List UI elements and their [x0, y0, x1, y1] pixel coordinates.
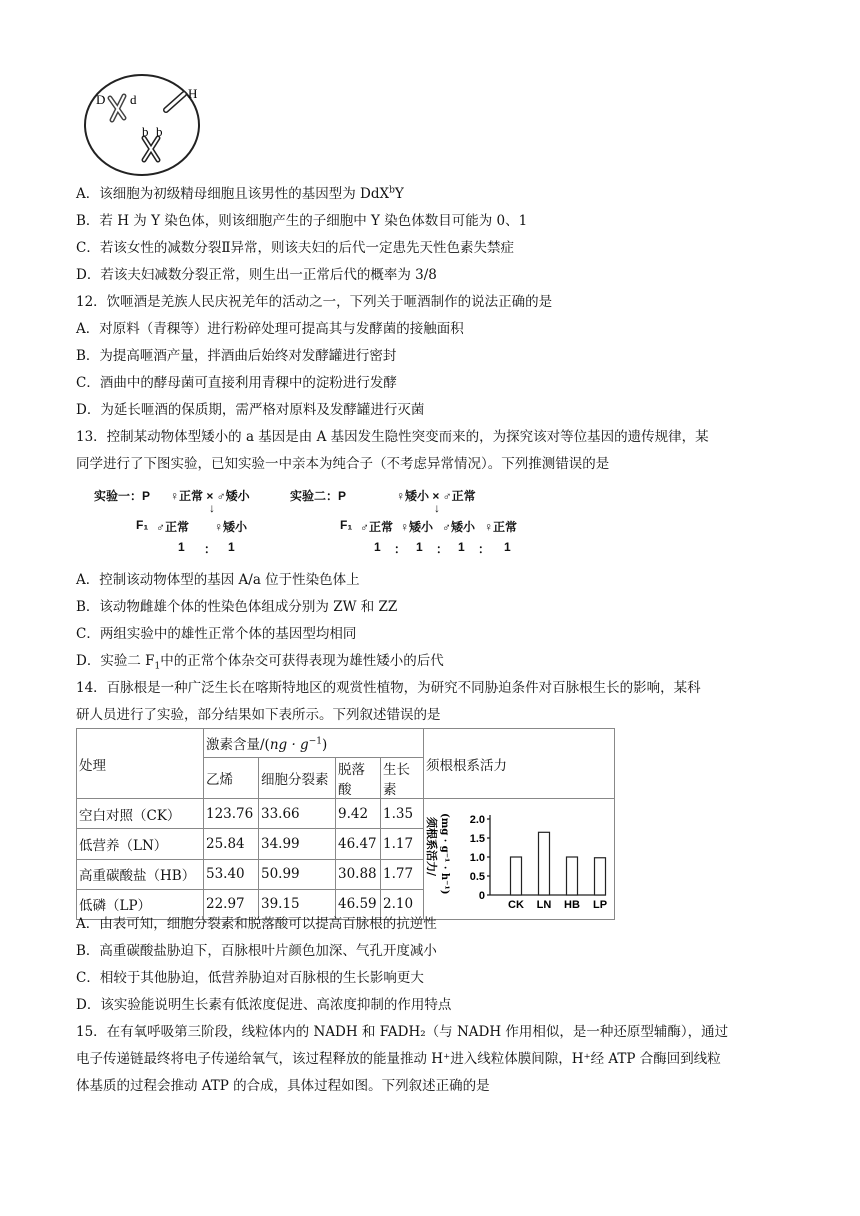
- chart-y-tick-label: 0: [478, 890, 485, 902]
- col-auxin: 生长素: [381, 758, 424, 799]
- q14-option-a: A．由表可知，细胞分裂素和脱落酸可以提高百脉根的抗逆性: [76, 916, 437, 932]
- chart-bar-hb: [567, 857, 578, 895]
- table-row: 空白对照（CK） 123.76 33.66 9.42 1.35 须根系活力/ (mg · g⁻¹ · h⁻¹) 0 0.5 1.0 1.5 2.0 CK LN HB LP: [77, 799, 615, 829]
- q13-option-c: C．两组实验中的雄性正常个体的基因型均相同: [76, 626, 357, 642]
- chart-y-tick-label: 1.5: [469, 833, 485, 845]
- col-treatment: 处理: [77, 729, 204, 799]
- q14-option-b: B．高重碳酸盐胁迫下，百脉根叶片颜色加深、气孔开度减小: [76, 943, 437, 959]
- exp1-title: 实验一：P: [94, 489, 151, 503]
- chart-bar-ln: [539, 832, 550, 895]
- q14-stem-line2: 研人员进行了实验，部分结果如下表所示。下列叙述错误的是: [76, 707, 441, 723]
- exp2-f1-female-dwarf: ♀矮小: [400, 520, 434, 534]
- q11-option-c: C．若该女性的减数分裂Ⅱ异常，则该夫妇的后代一定患先天性色素失禁症: [76, 240, 515, 256]
- q11-option-a: A．该细胞为初级精母细胞且该男性的基因型为 DdX$^b$Y: [76, 185, 404, 202]
- q11-option-b: B．若 H 为 Y 染色体，则该细胞产生的子细胞中 Y 染色体数目可能为 0、1: [76, 213, 528, 229]
- q12-option-b: B．为提高咂酒产量，拌酒曲后始终对发酵罐进行密封: [76, 348, 397, 364]
- exp2-ratio-1: 1: [374, 540, 381, 554]
- arrow-down-icon: ↓: [209, 501, 215, 515]
- col-vitality: 须根根系活力: [424, 729, 615, 799]
- exp2-title: 实验二：P: [290, 489, 347, 503]
- q13-option-b: B．该动物雌雄个体的性染色体组成分别为 ZW 和 ZZ: [76, 599, 398, 615]
- gene-label-b2: b: [156, 124, 163, 139]
- exp1-f1-male-normal: ♂正常: [156, 520, 190, 534]
- q12-option-c: C．酒曲中的酵母菌可直接利用青稞中的淀粉进行发酵: [76, 375, 397, 391]
- chart-x-tick-label: LP: [592, 899, 608, 911]
- exp2-ratio-colon1: ：: [394, 542, 407, 556]
- exp1-ratio-2: 1: [228, 540, 235, 554]
- chart-x-tick-label: LN: [536, 899, 552, 911]
- cell-diagram: [76, 68, 212, 180]
- table-row: 低磷（LP） 22.97 39.15 46.59 2.10: [77, 889, 615, 919]
- exp2-ratio-3: 1: [458, 540, 465, 554]
- q12-option-a: A．对原料（青稞等）进行粉碎处理可提高其与发酵菌的接触面积: [76, 321, 464, 337]
- experiment-2-figure: [290, 487, 540, 557]
- col-hormone: 激素含量$/(ng \cdot g^{-1})$: [204, 729, 424, 758]
- gene-label-d: d: [130, 92, 137, 107]
- chart-bar-lp: [595, 858, 606, 895]
- q12-stem: 12．饮咂酒是羌族人民庆祝羌年的活动之一，下列关于咂酒制作的说法正确的是: [76, 294, 553, 310]
- experiment-1-figure: [94, 487, 274, 557]
- table-row: 高重碳酸盐（HB） 53.40 50.99 30.88 1.77: [77, 859, 615, 889]
- exp2-f1-male-normal: ♂正常: [360, 520, 394, 534]
- q15-line1: 15．在有氧呼吸第三阶段，线粒体内的 NADH 和 FADH₂（与 NADH 作用相似，是一种还原型辅酶），通过: [76, 1024, 729, 1040]
- q13-stem-line1: 13．控制某动物体型矮小的 a 基因是由 A 基因发生隐性突变而来的，为探究该对等位基因的遗传规律，某: [76, 429, 709, 445]
- exp1-parents: ♀正常 × ♂矮小: [170, 489, 250, 503]
- gene-label-H: H: [188, 86, 198, 101]
- exp2-f1-label: F₁: [340, 518, 353, 532]
- q11-option-d: D．若该夫妇减数分裂正常，则生出一正常后代的概率为 3/8: [76, 267, 437, 283]
- gene-label-D: D: [96, 92, 106, 107]
- chart-x-tick-label: HB: [564, 899, 580, 911]
- q12-option-d: D．为延长咂酒的保质期，需严格对原料及发酵罐进行灭菌: [76, 402, 425, 418]
- hormone-table: [76, 728, 615, 920]
- chart-y-tick-label: 0.5: [469, 871, 485, 883]
- chart-y-tick-label: 1.0: [469, 852, 485, 864]
- exp2-f1-female-normal: ♀正常: [484, 520, 518, 534]
- chart-x-tick-label: CK: [508, 899, 524, 911]
- vitality-bar-chart: [424, 799, 610, 915]
- q14-option-c: C．相较于其他胁迫，低营养胁迫对百脉根的生长影响更大: [76, 970, 424, 986]
- table-row: 低营养（LN） 25.84 34.99 46.47 1.17: [77, 829, 615, 859]
- exp2-ratio-colon2: ：: [436, 542, 449, 556]
- q15-line2: 电子传递链最终将电子传递给氧气，该过程释放的能量推动 H⁺进入线粒体膜间隙，H⁺经 ATP 合酶回到线粒: [76, 1051, 721, 1067]
- exp1-ratio-1: 1: [178, 540, 185, 554]
- exp2-f1-male-dwarf: ♂矮小: [442, 520, 476, 534]
- vitality-chart-cell: [424, 799, 615, 920]
- q15-line3: 体基质的过程会推动 ATP 的合成，具体过程如图。下列叙述正确的是: [76, 1078, 490, 1094]
- q14-option-d: D．该实验能说明生长素有低浓度促进、高浓度抑制的作用特点: [76, 997, 452, 1013]
- arrow-down-icon: ↓: [434, 501, 440, 515]
- exp1-f1-label: F₁: [136, 518, 149, 532]
- col-ethylene: 乙烯: [204, 758, 259, 799]
- col-cytokinin: 细胞分裂素: [259, 758, 336, 799]
- exp2-ratio-4: 1: [504, 540, 511, 554]
- chart-y-tick-label: 2.0: [469, 814, 485, 826]
- q13-option-d: D．实验二 $F_1$中的正常个体杂交可获得表现为雄性矮小的后代: [76, 653, 444, 672]
- q14-stem-line1: 14．百脉根是一种广泛生长在喀斯特地区的观赏性植物，为研究不同胁迫条件对百脉根生长的影响，某科: [76, 680, 701, 696]
- chart-ylabel-unit: (mg · g⁻¹ · h⁻¹): [439, 813, 450, 895]
- exp2-ratio-2: 1: [416, 540, 423, 554]
- q13-option-a: A．控制该动物体型的基因 A/a 位于性染色体上: [76, 572, 360, 588]
- exp1-ratio-colon: ：: [204, 542, 217, 556]
- q13-stem-line2: 同学进行了下图实验，已知实验一中亲本为纯合子（不考虑异常情况）。下列推测错误的是: [76, 456, 610, 472]
- exp2-parents: ♀矮小 × ♂正常: [396, 489, 476, 503]
- gene-label-b1: b: [142, 124, 149, 139]
- chart-ylabel: 须根系活力/: [425, 817, 438, 877]
- exp2-ratio-colon3: ：: [478, 542, 491, 556]
- exp1-f1-female-dwarf: ♀矮小: [214, 520, 248, 534]
- chart-bar-ck: [511, 857, 522, 895]
- col-abscisic-acid: 脱落酸: [336, 758, 381, 799]
